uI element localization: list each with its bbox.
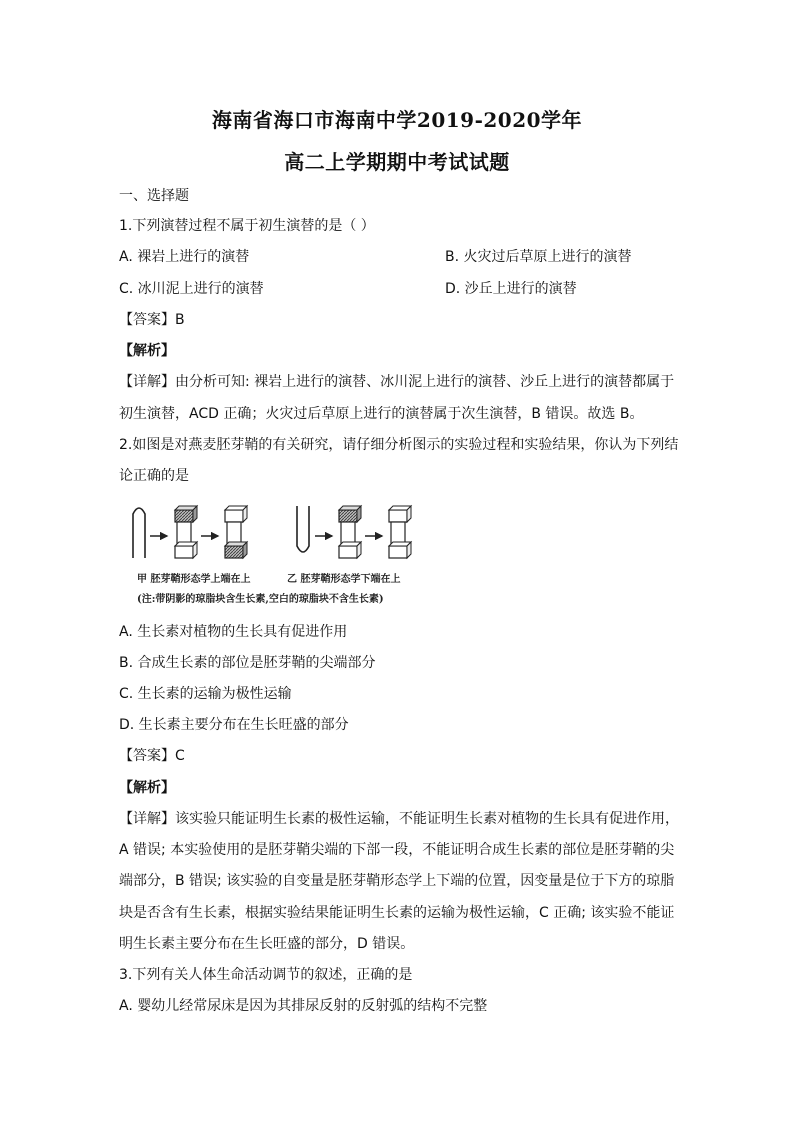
q2-detail-line-3: 端部分，B 错误; 该实验的自变量是胚芽鞘形态学上下端的位置，因变量是位于下方的琼脂 bbox=[119, 873, 675, 889]
q1-detail-line-1: 【详解】由分析可知: 裸岩上进行的演替、冰川泥上进行的演替、沙丘上进行的演替都属于 bbox=[119, 374, 675, 390]
q1-stem: 1.下列演替过程不属于初生演替的是（ ） bbox=[119, 218, 375, 234]
q2-option-c: C. 生长素的运输为极性运输 bbox=[119, 686, 292, 702]
coleoptile-yi-icon bbox=[297, 506, 309, 552]
q2-stem-line-1: 2.如图是对燕麦胚芽鞘的有关研究，请仔细分析图示的实验过程和实验结果，你认为下列结 bbox=[119, 437, 679, 453]
coleoptile-figure bbox=[119, 500, 419, 610]
q2-answer: 【答案】C bbox=[119, 748, 185, 764]
figure-label-jia: 甲 胚芽鞘形态学上端在上 bbox=[137, 574, 251, 585]
q2-detail-line-2: A 错误; 本实验使用的是胚芽鞘尖端的下部一段，不能证明合成生长素的部位是胚芽鞘的尖 bbox=[119, 842, 675, 858]
q2-detail-line-4: 块是否含有生长素，根据实验结果能证明生长素的运输为极性运输，C 正确; 该实验不能证 bbox=[119, 905, 675, 921]
coleoptile-jia-icon bbox=[133, 508, 145, 558]
title-line-2: 高二上学期期中考试试题 bbox=[284, 150, 510, 174]
figure-note: (注:带阴影的琼脂块含生长素,空白的琼脂块不含生长素) bbox=[137, 594, 384, 605]
q1-option-c: C. 冰川泥上进行的演替 bbox=[119, 281, 264, 297]
q2-stem-line-2: 论正确的是 bbox=[119, 468, 189, 484]
q1-answer: 【答案】B bbox=[119, 312, 185, 328]
agar-setup-jia-1 bbox=[175, 506, 197, 558]
q1-option-d: D. 沙丘上进行的演替 bbox=[445, 281, 577, 297]
section-heading: 一、选择题 bbox=[119, 188, 189, 204]
q2-detail-line-5: 明生长素主要分布在生长旺盛的部分，D 错误。 bbox=[119, 936, 415, 952]
q2-detail-line-1: 【详解】该实验只能证明生长素的极性运输，不能证明生长素对植物的生长具有促进作用， bbox=[119, 811, 679, 827]
q1-detail-line-2: 初生演替，ACD 正确；火灾过后草原上进行的演替属于次生演替，B 错误。故选 B。 bbox=[119, 406, 644, 422]
q2-analysis-label: 【解析】 bbox=[119, 780, 175, 796]
q2-option-d: D. 生长素主要分布在生长旺盛的部分 bbox=[119, 717, 349, 733]
q1-option-a: A. 裸岩上进行的演替 bbox=[119, 249, 250, 265]
title-line-1: 海南省海口市海南中学2019-2020学年 bbox=[211, 108, 583, 132]
q1-option-b: B. 火灾过后草原上进行的演替 bbox=[445, 249, 632, 265]
q1-analysis-label: 【解析】 bbox=[119, 343, 175, 359]
figure-label-yi: 乙 胚芽鞘形态学下端在上 bbox=[287, 574, 401, 585]
agar-setup-jia-2 bbox=[225, 506, 247, 558]
q3-option-a: A. 婴幼儿经常尿床是因为其排尿反射的反射弧的结构不完整 bbox=[119, 998, 488, 1014]
q3-stem: 3.下列有关人体生命活动调节的叙述，正确的是 bbox=[119, 967, 413, 983]
agar-setup-yi-1 bbox=[339, 506, 361, 558]
q2-option-a: A. 生长素对植物的生长具有促进作用 bbox=[119, 624, 348, 640]
q2-option-b: B. 合成生长素的部位是胚芽鞘的尖端部分 bbox=[119, 655, 376, 671]
agar-setup-yi-2 bbox=[389, 506, 411, 558]
